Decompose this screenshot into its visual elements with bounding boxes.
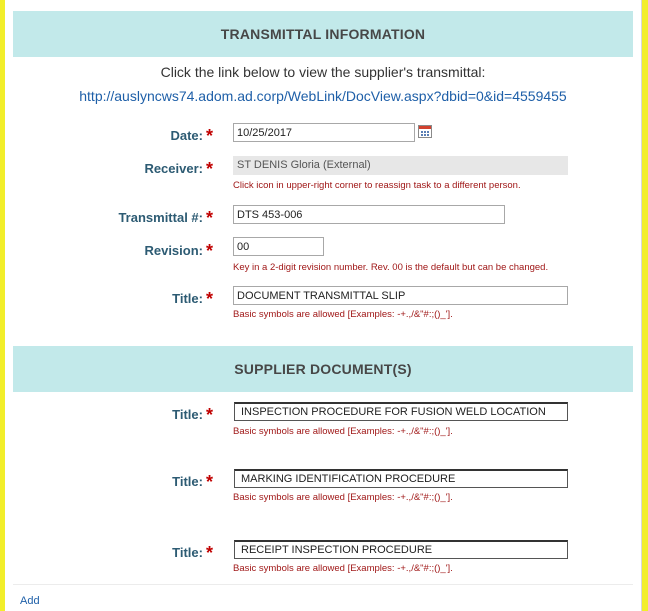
supplier-documents-section-header: SUPPLIER DOCUMENT(S) — [13, 346, 633, 392]
transmittal-number-field[interactable] — [233, 205, 505, 224]
date-field[interactable] — [233, 123, 415, 142]
form-panel — [5, 0, 642, 611]
supplier-doc-title-hint: Basic symbols are allowed [Examples: -+.,/&"#:;()_']. — [233, 492, 453, 503]
transmittal-section-header: TRANSMITTAL INFORMATION — [13, 11, 633, 57]
supplier-transmittal-link[interactable]: http://auslyncws74.adom.ad.corp/WebLink/DocView.aspx?dbid=0&id=4559455 — [79, 88, 567, 104]
receiver-label: Receiver: * — [144, 159, 213, 179]
supplier-doc-title-label: Title: * — [172, 543, 213, 563]
required-mark: * — [205, 208, 213, 228]
supplier-doc-title-label: Title: * — [172, 405, 213, 425]
required-mark: * — [205, 241, 213, 261]
revision-hint: Key in a 2-digit revision number. Rev. 00 is the default but can be changed. — [233, 262, 549, 273]
receiver-field: ST DENIS Gloria (External) — [233, 156, 568, 175]
receiver-hint: Click icon in upper-right corner to reassign task to a different person. — [233, 180, 521, 191]
title-label: Title: * — [172, 289, 213, 309]
required-mark: * — [205, 289, 213, 309]
required-mark: * — [205, 472, 213, 492]
supplier-doc-title-field[interactable] — [234, 540, 568, 559]
supplier-doc-title-hint: Basic symbols are allowed [Examples: -+.,/&"#:;()_']. — [233, 426, 453, 437]
transmittal-link-row — [5, 88, 641, 104]
supplier-doc-title-field[interactable] — [234, 402, 568, 421]
supplier-doc-title-label: Title: * — [172, 472, 213, 492]
revision-label: Revision: * — [144, 241, 213, 261]
title-hint: Basic symbols are allowed [Examples: -+.,/&"#:;()_']. — [233, 309, 453, 320]
divider — [13, 584, 633, 585]
supplier-doc-title-field[interactable] — [234, 469, 568, 488]
required-mark: * — [205, 126, 213, 146]
required-mark: * — [205, 405, 213, 425]
required-mark: * — [205, 543, 213, 563]
transmittal-title-field[interactable] — [233, 286, 568, 305]
calendar-icon[interactable] — [418, 125, 432, 138]
transmittal-number-label: Transmittal #: * — [118, 208, 213, 228]
transmittal-instruction: Click the link below to view the supplier's transmittal: — [160, 64, 486, 80]
date-label: Date: * — [170, 126, 213, 146]
revision-field[interactable] — [233, 237, 324, 256]
add-document-link[interactable]: Add — [20, 595, 40, 607]
supplier-doc-title-hint: Basic symbols are allowed [Examples: -+.,/&"#:;()_']. — [233, 563, 453, 574]
required-mark: * — [205, 159, 213, 179]
